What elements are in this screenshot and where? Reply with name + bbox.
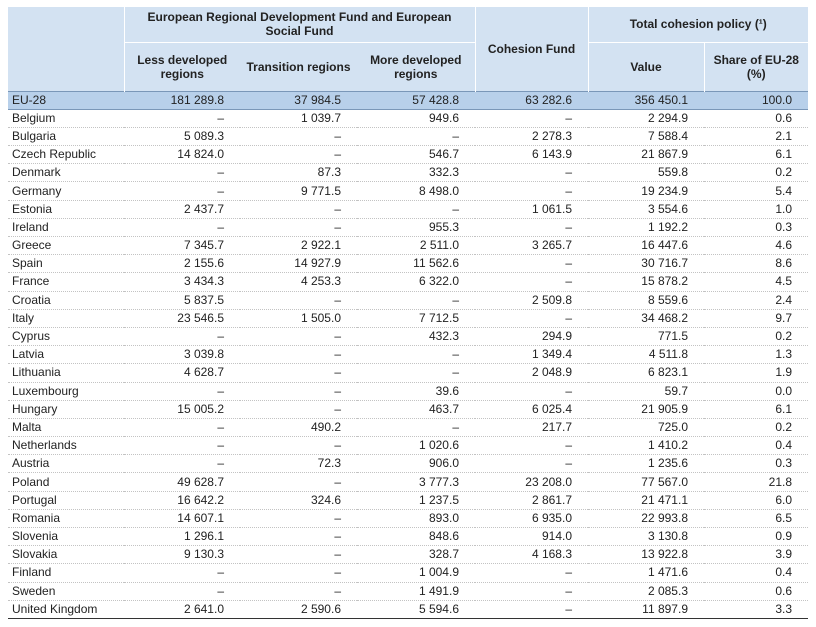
table-row <box>8 437 808 455</box>
cell-more-developed: – <box>357 127 475 145</box>
cell-less-developed: 181 289.8 <box>124 91 240 109</box>
table-row <box>8 327 808 345</box>
header-cohesion-fund: Cohesion Fund <box>475 7 588 91</box>
cell-less-developed: 4 628.7 <box>124 364 240 382</box>
cell-less-developed: 14 607.1 <box>124 509 240 527</box>
cell-transition: 72.3 <box>240 455 357 473</box>
cell-more-developed: 546.7 <box>357 146 475 164</box>
table-row <box>8 273 808 291</box>
cell-transition: 9 771.5 <box>240 182 357 200</box>
cell-less-developed: – <box>124 437 240 455</box>
header-value: Value <box>588 42 704 91</box>
cell-total-value: 34 468.2 <box>588 309 704 327</box>
cell-transition: 2 922.1 <box>240 237 357 255</box>
cell-transition: – <box>240 473 357 491</box>
table-row <box>8 182 808 200</box>
cell-share: 6.1 <box>704 146 808 164</box>
cell-cohesion-fund: – <box>475 218 588 236</box>
cell-cohesion-fund: 2 509.8 <box>475 291 588 309</box>
cell-total-value: 3 554.6 <box>588 200 704 218</box>
cell-less-developed: – <box>124 109 240 127</box>
cell-share: 1.9 <box>704 364 808 382</box>
table-row <box>8 237 808 255</box>
cell-more-developed: – <box>357 200 475 218</box>
cell-total-value: 77 567.0 <box>588 473 704 491</box>
table-row <box>8 491 808 509</box>
table-row <box>8 564 808 582</box>
table-row <box>8 400 808 418</box>
cell-less-developed: 5 837.5 <box>124 291 240 309</box>
header-erdf-group: European Regional Development Fund and European Social Fund <box>124 7 475 42</box>
cell-share: 9.7 <box>704 309 808 327</box>
cell-share: 0.0 <box>704 382 808 400</box>
cell-more-developed: 955.3 <box>357 218 475 236</box>
cell-total-value: 2 085.3 <box>588 582 704 600</box>
cell-share: 0.6 <box>704 582 808 600</box>
cell-less-developed: 2 155.6 <box>124 255 240 273</box>
cell-more-developed: 432.3 <box>357 327 475 345</box>
cell-transition: – <box>240 400 357 418</box>
cell-more-developed: 949.6 <box>357 109 475 127</box>
cell-cohesion-fund: 63 282.6 <box>475 91 588 109</box>
cell-less-developed: – <box>124 182 240 200</box>
country-name: Netherlands <box>8 437 124 455</box>
cell-more-developed: 1 004.9 <box>357 564 475 582</box>
cell-less-developed: 16 642.2 <box>124 491 240 509</box>
table-row <box>8 127 808 145</box>
cell-cohesion-fund: – <box>475 182 588 200</box>
cell-transition: – <box>240 546 357 564</box>
country-name: Croatia <box>8 291 124 309</box>
country-name: United Kingdom <box>8 600 124 618</box>
cell-less-developed: 3 039.8 <box>124 346 240 364</box>
cohesion-policy-table <box>8 7 808 619</box>
table-row <box>8 546 808 564</box>
cell-cohesion-fund: – <box>475 600 588 618</box>
cell-transition: – <box>240 200 357 218</box>
cell-less-developed: – <box>124 418 240 436</box>
cell-share: 1.3 <box>704 346 808 364</box>
table-row <box>8 455 808 473</box>
cell-share: 1.0 <box>704 200 808 218</box>
cell-cohesion-fund: – <box>475 273 588 291</box>
cell-cohesion-fund: 294.9 <box>475 327 588 345</box>
cell-share: 100.0 <box>704 91 808 109</box>
cell-less-developed: – <box>124 218 240 236</box>
cell-share: 0.9 <box>704 528 808 546</box>
header-share: Share of EU-28 (%) <box>704 42 808 91</box>
cell-total-value: 59.7 <box>588 382 704 400</box>
table-row <box>8 291 808 309</box>
cell-cohesion-fund: – <box>475 255 588 273</box>
cell-transition: – <box>240 364 357 382</box>
cell-less-developed: 2 641.0 <box>124 600 240 618</box>
cell-more-developed: 1 237.5 <box>357 491 475 509</box>
cell-cohesion-fund: – <box>475 109 588 127</box>
cell-less-developed: 15 005.2 <box>124 400 240 418</box>
cell-total-value: 1 192.2 <box>588 218 704 236</box>
cell-more-developed: – <box>357 418 475 436</box>
cell-total-value: 771.5 <box>588 327 704 345</box>
cell-more-developed: 8 498.0 <box>357 182 475 200</box>
table-row <box>8 200 808 218</box>
country-name: Spain <box>8 255 124 273</box>
table-row <box>8 255 808 273</box>
cell-more-developed: 3 777.3 <box>357 473 475 491</box>
cell-total-value: 21 905.9 <box>588 400 704 418</box>
cell-more-developed: 848.6 <box>357 528 475 546</box>
cell-total-value: 356 450.1 <box>588 91 704 109</box>
table-row <box>8 164 808 182</box>
cell-more-developed: 463.7 <box>357 400 475 418</box>
cell-less-developed: 14 824.0 <box>124 146 240 164</box>
cohesion-policy-table-container <box>8 7 808 619</box>
cell-more-developed: 7 712.5 <box>357 309 475 327</box>
cell-less-developed: 3 434.3 <box>124 273 240 291</box>
table-row <box>8 346 808 364</box>
header-transition: Transition regions <box>240 42 357 91</box>
cell-transition: – <box>240 382 357 400</box>
cell-share: 4.5 <box>704 273 808 291</box>
cell-more-developed: 893.0 <box>357 509 475 527</box>
country-name: Sweden <box>8 582 124 600</box>
cell-share: 4.6 <box>704 237 808 255</box>
cell-total-value: 4 511.8 <box>588 346 704 364</box>
country-name: France <box>8 273 124 291</box>
country-name: Malta <box>8 418 124 436</box>
cell-transition: 37 984.5 <box>240 91 357 109</box>
cell-cohesion-fund: 217.7 <box>475 418 588 436</box>
cell-total-value: 3 130.8 <box>588 528 704 546</box>
header-total-cohesion: Total cohesion policy (¹) <box>588 7 808 42</box>
cell-share: 5.4 <box>704 182 808 200</box>
cell-transition: – <box>240 564 357 582</box>
cell-cohesion-fund: – <box>475 564 588 582</box>
cell-cohesion-fund: – <box>475 437 588 455</box>
country-name: Poland <box>8 473 124 491</box>
cell-more-developed: – <box>357 346 475 364</box>
cell-less-developed: – <box>124 455 240 473</box>
cell-share: 0.4 <box>704 564 808 582</box>
cell-less-developed: 1 296.1 <box>124 528 240 546</box>
cell-more-developed: 1 491.9 <box>357 582 475 600</box>
table-row <box>8 418 808 436</box>
country-name: Hungary <box>8 400 124 418</box>
cell-cohesion-fund: – <box>475 164 588 182</box>
country-name: Germany <box>8 182 124 200</box>
cell-more-developed: 2 511.0 <box>357 237 475 255</box>
cell-less-developed: – <box>124 164 240 182</box>
cell-transition: 2 590.6 <box>240 600 357 618</box>
country-name: Lithuania <box>8 364 124 382</box>
cell-total-value: 19 234.9 <box>588 182 704 200</box>
cell-less-developed: – <box>124 564 240 582</box>
cell-transition: 1 039.7 <box>240 109 357 127</box>
cell-total-value: 7 588.4 <box>588 127 704 145</box>
cell-total-value: 21 867.9 <box>588 146 704 164</box>
cell-cohesion-fund: 2 861.7 <box>475 491 588 509</box>
header-country-blank <box>8 7 124 91</box>
cell-share: 8.6 <box>704 255 808 273</box>
country-name: Bulgaria <box>8 127 124 145</box>
cell-more-developed: 6 322.0 <box>357 273 475 291</box>
table-row <box>8 600 808 618</box>
cell-more-developed: 5 594.6 <box>357 600 475 618</box>
cell-transition: – <box>240 218 357 236</box>
cell-less-developed: 23 546.5 <box>124 309 240 327</box>
cell-less-developed: 5 089.3 <box>124 127 240 145</box>
cell-cohesion-fund: 2 278.3 <box>475 127 588 145</box>
cell-more-developed: 39.6 <box>357 382 475 400</box>
cell-cohesion-fund: 3 265.7 <box>475 237 588 255</box>
table-row <box>8 509 808 527</box>
cell-cohesion-fund: – <box>475 309 588 327</box>
cell-share: 6.1 <box>704 400 808 418</box>
cell-total-value: 21 471.1 <box>588 491 704 509</box>
country-name: Italy <box>8 309 124 327</box>
table-row <box>8 364 808 382</box>
cell-share: 0.3 <box>704 455 808 473</box>
table-header <box>8 7 808 91</box>
cell-less-developed: – <box>124 327 240 345</box>
cell-transition: 490.2 <box>240 418 357 436</box>
cell-more-developed: 332.3 <box>357 164 475 182</box>
cell-total-value: 8 559.6 <box>588 291 704 309</box>
country-name: Denmark <box>8 164 124 182</box>
country-name: Estonia <box>8 200 124 218</box>
country-name: Latvia <box>8 346 124 364</box>
cell-share: 0.4 <box>704 437 808 455</box>
cell-share: 6.5 <box>704 509 808 527</box>
table-row <box>8 382 808 400</box>
cell-transition: 87.3 <box>240 164 357 182</box>
cell-transition: 4 253.3 <box>240 273 357 291</box>
country-name: Luxembourg <box>8 382 124 400</box>
country-name: Portugal <box>8 491 124 509</box>
cell-share: 6.0 <box>704 491 808 509</box>
cell-transition: – <box>240 528 357 546</box>
cell-cohesion-fund: – <box>475 455 588 473</box>
cell-transition: – <box>240 437 357 455</box>
country-name: Austria <box>8 455 124 473</box>
cell-less-developed: 2 437.7 <box>124 200 240 218</box>
cell-transition: 324.6 <box>240 491 357 509</box>
cell-total-value: 22 993.8 <box>588 509 704 527</box>
table-row-total <box>8 91 808 109</box>
cell-cohesion-fund: 4 168.3 <box>475 546 588 564</box>
country-name: Finland <box>8 564 124 582</box>
cell-transition: – <box>240 582 357 600</box>
cell-total-value: 1 235.6 <box>588 455 704 473</box>
country-name: Belgium <box>8 109 124 127</box>
cell-cohesion-fund: – <box>475 582 588 600</box>
cell-transition: – <box>240 146 357 164</box>
country-name: Czech Republic <box>8 146 124 164</box>
cell-cohesion-fund: – <box>475 382 588 400</box>
cell-cohesion-fund: 1 061.5 <box>475 200 588 218</box>
country-name: Ireland <box>8 218 124 236</box>
cell-less-developed: 49 628.7 <box>124 473 240 491</box>
table-row <box>8 309 808 327</box>
country-name: Slovakia <box>8 546 124 564</box>
cell-share: 0.3 <box>704 218 808 236</box>
cell-cohesion-fund: 6 025.4 <box>475 400 588 418</box>
cell-more-developed: 1 020.6 <box>357 437 475 455</box>
cell-total-value: 1 471.6 <box>588 564 704 582</box>
cell-transition: – <box>240 291 357 309</box>
cell-cohesion-fund: 2 048.9 <box>475 364 588 382</box>
cell-cohesion-fund: 23 208.0 <box>475 473 588 491</box>
country-name: Romania <box>8 509 124 527</box>
cell-share: 0.2 <box>704 164 808 182</box>
cell-total-value: 16 447.6 <box>588 237 704 255</box>
cell-share: 2.4 <box>704 291 808 309</box>
cell-less-developed: 7 345.7 <box>124 237 240 255</box>
country-name: Greece <box>8 237 124 255</box>
table-row <box>8 218 808 236</box>
header-less-developed: Less developed regions <box>124 42 240 91</box>
table-row <box>8 146 808 164</box>
cell-total-value: 11 897.9 <box>588 600 704 618</box>
cell-share: 21.8 <box>704 473 808 491</box>
table-body <box>8 91 808 618</box>
country-name: EU-28 <box>8 91 124 109</box>
cell-cohesion-fund: 6 143.9 <box>475 146 588 164</box>
cell-share: 3.3 <box>704 600 808 618</box>
cell-more-developed: – <box>357 364 475 382</box>
cell-cohesion-fund: 6 935.0 <box>475 509 588 527</box>
cell-total-value: 15 878.2 <box>588 273 704 291</box>
cell-transition: – <box>240 327 357 345</box>
cell-transition: – <box>240 509 357 527</box>
cell-more-developed: 328.7 <box>357 546 475 564</box>
table-row <box>8 528 808 546</box>
cell-less-developed: – <box>124 382 240 400</box>
cell-share: 2.1 <box>704 127 808 145</box>
cell-share: 0.6 <box>704 109 808 127</box>
cell-less-developed: – <box>124 582 240 600</box>
cell-cohesion-fund: 914.0 <box>475 528 588 546</box>
table-row <box>8 109 808 127</box>
cell-more-developed: 11 562.6 <box>357 255 475 273</box>
cell-total-value: 30 716.7 <box>588 255 704 273</box>
country-name: Slovenia <box>8 528 124 546</box>
cell-total-value: 2 294.9 <box>588 109 704 127</box>
cell-transition: 14 927.9 <box>240 255 357 273</box>
cell-total-value: 559.8 <box>588 164 704 182</box>
cell-total-value: 13 922.8 <box>588 546 704 564</box>
cell-total-value: 1 410.2 <box>588 437 704 455</box>
cell-cohesion-fund: 1 349.4 <box>475 346 588 364</box>
cell-transition: – <box>240 346 357 364</box>
cell-transition: – <box>240 127 357 145</box>
cell-total-value: 725.0 <box>588 418 704 436</box>
cell-more-developed: 57 428.8 <box>357 91 475 109</box>
table-row <box>8 473 808 491</box>
cell-transition: 1 505.0 <box>240 309 357 327</box>
cell-more-developed: – <box>357 291 475 309</box>
cell-share: 3.9 <box>704 546 808 564</box>
cell-total-value: 6 823.1 <box>588 364 704 382</box>
cell-more-developed: 906.0 <box>357 455 475 473</box>
cell-share: 0.2 <box>704 327 808 345</box>
cell-less-developed: 9 130.3 <box>124 546 240 564</box>
country-name: Cyprus <box>8 327 124 345</box>
header-more-developed: More developed regions <box>357 42 475 91</box>
table-row <box>8 582 808 600</box>
cell-share: 0.2 <box>704 418 808 436</box>
